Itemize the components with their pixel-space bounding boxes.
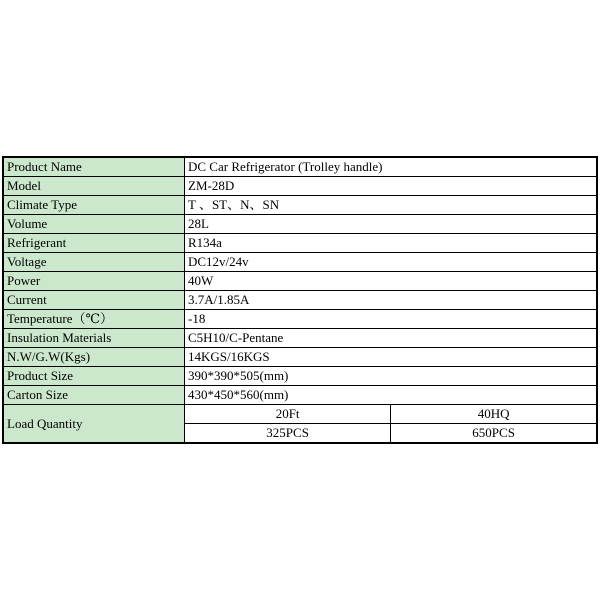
spec-row-temperature	[3, 310, 597, 329]
spec-row-climate-type	[3, 196, 597, 215]
spec-label: Refrigerant	[3, 234, 185, 253]
spec-label: Product Name	[3, 157, 185, 177]
spec-row-product-size	[3, 367, 597, 386]
spec-row-voltage	[3, 253, 597, 272]
spec-value: 3.7A/1.85A	[185, 291, 598, 310]
spec-value: T 、ST、N、SN	[185, 196, 598, 215]
load-quantity-header-20ft: 20Ft	[185, 405, 391, 424]
spec-value: DC12v/24v	[185, 253, 598, 272]
spec-row-insulation-materials	[3, 329, 597, 348]
spec-row-refrigerant	[3, 234, 597, 253]
spec-value: C5H10/C-Pentane	[185, 329, 598, 348]
spec-row-weight	[3, 348, 597, 367]
spec-label: Temperature（℃）	[3, 310, 185, 329]
spec-value: ZM-28D	[185, 177, 598, 196]
load-quantity-value-40hq: 650PCS	[391, 424, 597, 444]
spec-label: Carton Size	[3, 386, 185, 405]
load-quantity-label: Load Quantity	[3, 405, 185, 444]
spec-label: Product Size	[3, 367, 185, 386]
spec-value: 40W	[185, 272, 598, 291]
spec-label: Model	[3, 177, 185, 196]
spec-value: 390*390*505(mm)	[185, 367, 598, 386]
spec-label: Climate Type	[3, 196, 185, 215]
spec-value: R134a	[185, 234, 598, 253]
spec-label: N.W/G.W(Kgs)	[3, 348, 185, 367]
product-spec-table	[2, 156, 598, 444]
spec-row-carton-size	[3, 386, 597, 405]
spec-row-product-name	[3, 157, 597, 177]
spec-value: 14KGS/16KGS	[185, 348, 598, 367]
spec-value: 430*450*560(mm)	[185, 386, 598, 405]
spec-row-current	[3, 291, 597, 310]
spec-row-model	[3, 177, 597, 196]
spec-label: Insulation Materials	[3, 329, 185, 348]
spec-label: Power	[3, 272, 185, 291]
spec-label: Voltage	[3, 253, 185, 272]
load-quantity-value-20ft: 325PCS	[185, 424, 391, 444]
spec-value: -18	[185, 310, 598, 329]
spec-row-volume	[3, 215, 597, 234]
spec-row-power	[3, 272, 597, 291]
spec-row-load-quantity-headers	[3, 405, 597, 424]
spec-label: Current	[3, 291, 185, 310]
spec-value: DC Car Refrigerator (Trolley handle)	[185, 157, 598, 177]
load-quantity-header-40hq: 40HQ	[391, 405, 597, 424]
spec-value: 28L	[185, 215, 598, 234]
spec-label: Volume	[3, 215, 185, 234]
